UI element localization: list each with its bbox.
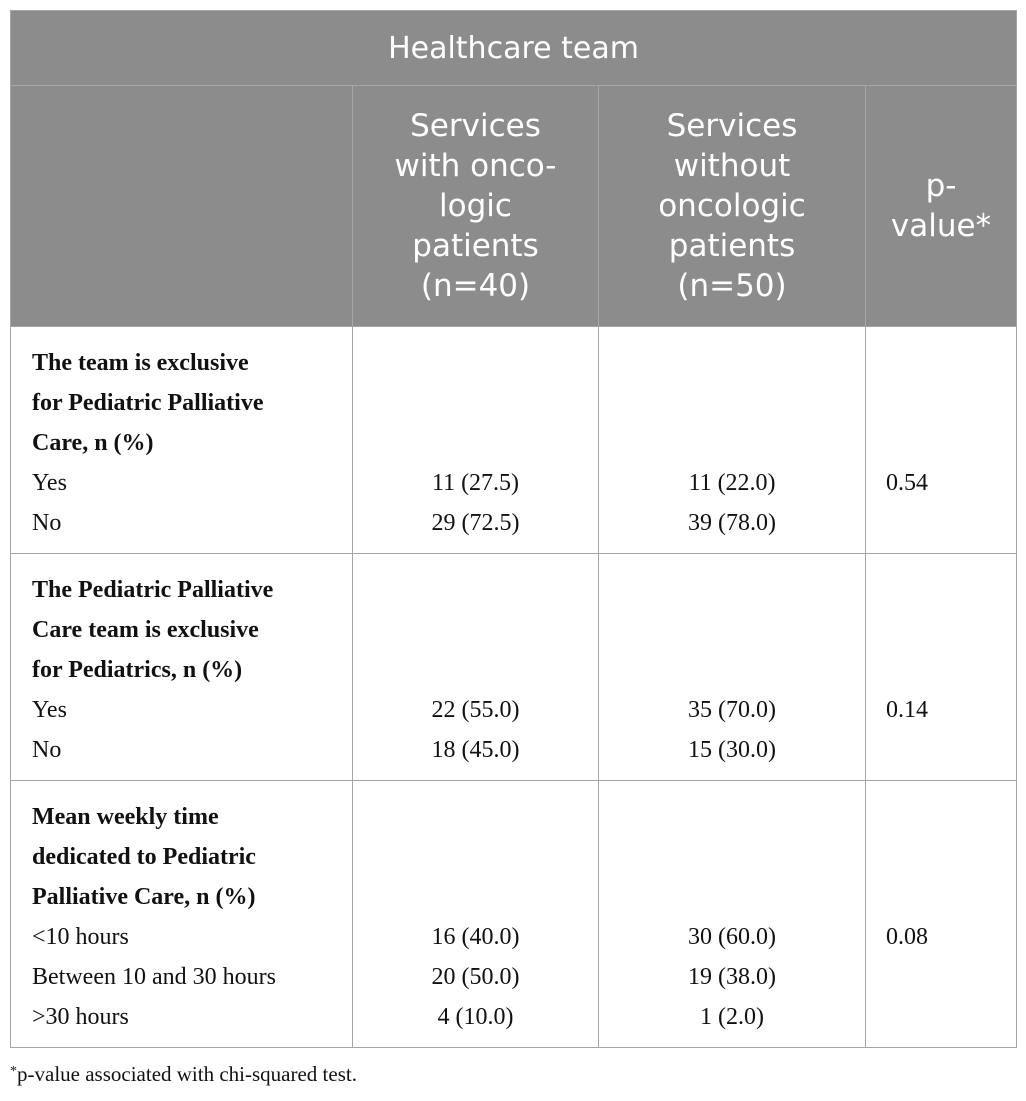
table-cell: 4 (10.0) — [437, 1004, 514, 1030]
header-p-value: p- value* — [866, 86, 1017, 327]
section-heading: Palliative Care, n (%) — [32, 884, 256, 910]
p-value-cell — [866, 554, 1017, 781]
p-value-cell — [866, 327, 1017, 554]
with-oncologic-cell — [353, 327, 599, 554]
row-label: Yes — [32, 697, 67, 723]
footnote-text: p-value associated with chi-squared test. — [17, 1062, 357, 1086]
table-cell: 22 (55.0) — [431, 697, 520, 723]
row-label: Yes — [32, 470, 67, 496]
table-title: Healthcare team — [11, 11, 1017, 86]
table-cell: 30 (60.0) — [688, 924, 776, 950]
header-blank — [11, 86, 353, 327]
table-section — [11, 327, 1017, 554]
table-cell: 18 (45.0) — [431, 737, 520, 763]
table-cell: 29 (72.5) — [431, 510, 520, 536]
table-cell: 16 (40.0) — [431, 924, 520, 950]
p-value: 0.14 — [886, 697, 928, 723]
table-cell: 11 (27.5) — [431, 470, 520, 496]
row-label: <10 hours — [32, 924, 129, 950]
section-heading: dedicated to Pediatric — [32, 844, 256, 870]
footnote-mark: * — [10, 1064, 17, 1079]
row-label: No — [32, 737, 62, 763]
table-section — [11, 781, 1017, 1048]
table-cell: 1 (2.0) — [700, 1004, 764, 1030]
with-oncologic-cell — [353, 554, 599, 781]
table-section — [11, 554, 1017, 781]
with-oncologic-cell — [353, 781, 599, 1048]
p-value-cell — [866, 781, 1017, 1048]
table-cell: 35 (70.0) — [688, 697, 776, 723]
row-label: No — [32, 510, 62, 536]
table-cell: 39 (78.0) — [688, 510, 776, 536]
table-cell: 15 (30.0) — [688, 737, 776, 763]
table-footnote — [10, 1062, 357, 1087]
section-label-cell — [11, 327, 353, 554]
p-value: 0.08 — [886, 924, 928, 950]
section-label-cell — [11, 781, 353, 1048]
section-heading: Mean weekly time — [32, 804, 219, 830]
section-heading: Care, n (%) — [32, 430, 154, 456]
table-cell: 20 (50.0) — [431, 964, 520, 990]
section-heading: The team is exclusive — [32, 350, 249, 376]
row-label: >30 hours — [32, 1004, 129, 1030]
section-heading: Care team is exclusive — [32, 617, 259, 643]
data-table — [10, 10, 1017, 1048]
header-row — [11, 86, 1017, 327]
without-oncologic-cell — [599, 781, 866, 1048]
section-heading: for Pediatric Palliative — [32, 390, 264, 416]
row-label: Between 10 and 30 hours — [32, 964, 276, 990]
table-cell: 11 (22.0) — [688, 470, 776, 496]
section-heading: for Pediatrics, n (%) — [32, 657, 243, 683]
header-with-oncologic: Services with onco- logic patients (n=40) — [353, 86, 599, 327]
without-oncologic-cell — [599, 554, 866, 781]
without-oncologic-cell — [599, 327, 866, 554]
p-value: 0.54 — [886, 470, 928, 496]
section-label-cell — [11, 554, 353, 781]
table-cell: 19 (38.0) — [688, 964, 776, 990]
section-heading: The Pediatric Palliative — [32, 577, 274, 603]
header-without-oncologic: Services without oncologic patients (n=50) — [599, 86, 866, 327]
